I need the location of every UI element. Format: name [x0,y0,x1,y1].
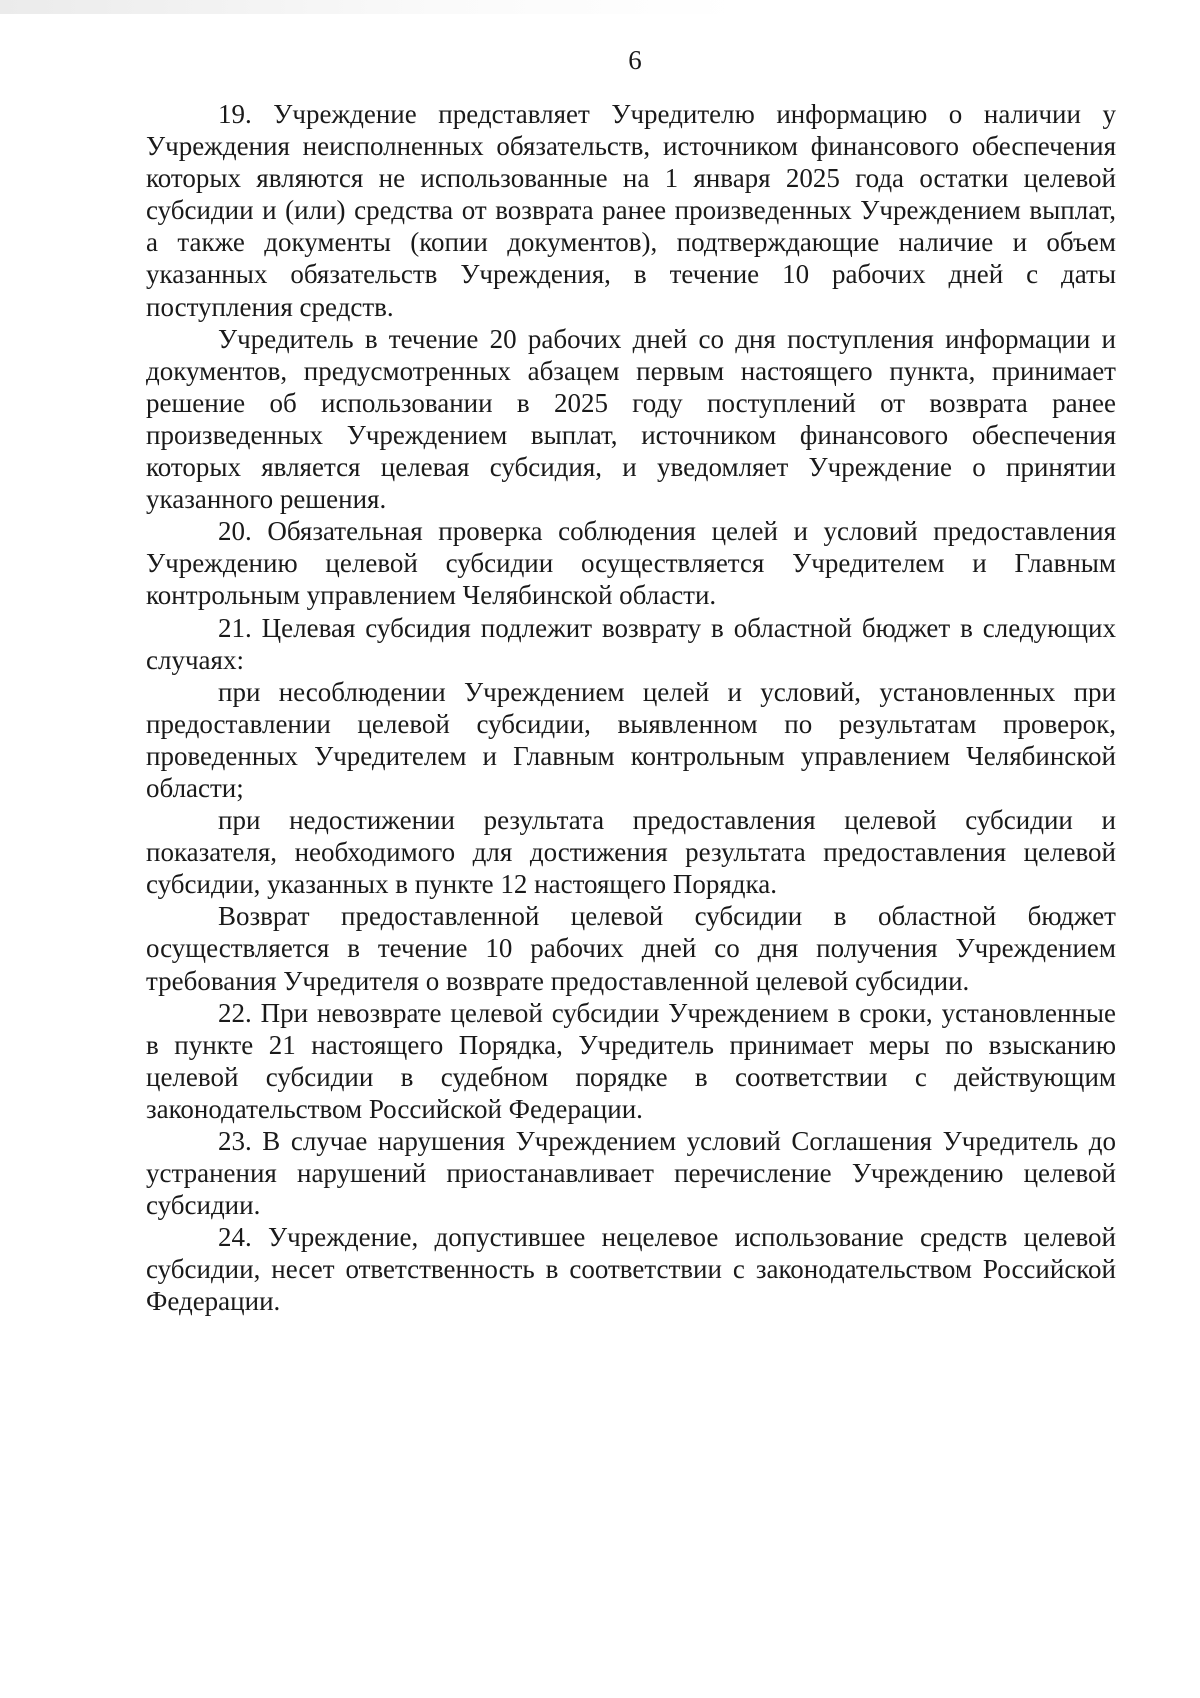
paragraph-22: 22. При невозврате целевой субсидии Учреждением в сроки, установленные в пункте 21 настоящего Порядка, Учредитель принимает меры по взысканию целевой субсидии в судебном порядке в соответствии с действующим законодательством Российской Федерации. [146,997,1116,1124]
paragraph-21: 21. Целевая субсидия подлежит возврату в областной бюджет в следующих случаях: [146,612,1116,675]
paragraph-23: 23. В случае нарушения Учреждением условий Соглашения Учредитель до устранения нарушений приостанавливает перечисление Учреждению целевой субсидии. [146,1126,1116,1221]
paragraph-21-return: Возврат предоставленной целевой субсидии в областной бюджет осуществляется в течение 10 рабочих дней со дня получения Учреждением требования Учредителя о возврате предоставленной целевой субсидии. [146,901,1116,996]
paragraph-19-continuation: Учредитель в течение 20 рабочих дней со дня поступления информации и документов, предусмотренных абзацем первым настоящего пункта, принимает решение об использовании в 2025 году поступлений от возврата ранее произведенных Учреждением выплат, источником финансового обеспечения которых является целевая субсидия, и уведомляет Учреждение о принятии указанного решения. [146,323,1116,515]
paragraph-21-case-2: при недостижении результата предоставления целевой субсидии и показателя, необходимого для достижения результата предоставления целевой субсидии, указанных в пункте 12 настоящего Порядка. [146,805,1116,900]
paragraph-21-case-1: при несоблюдении Учреждением целей и условий, установленных при предоставлении целевой субсидии, выявленном по результатам проверок, проведенных Учредителем и Главным контрольным управлением Челябинской области; [146,676,1116,803]
scan-artifact [0,0,740,14]
paragraph-24: 24. Учреждение, допустившее нецелевое использование средств целевой субсидии, несет ответственность в соответствии с законодательством Российской Федерации. [146,1222,1116,1317]
page-number: 6 [628,45,642,75]
document-body [146,98,1116,1318]
paragraph-20: 20. Обязательная проверка соблюдения целей и условий предоставления Учреждению целевой субсидии осуществляется Учредителем и Главным контрольным управлением Челябинской области. [146,516,1116,611]
paragraph-19: 19. Учреждение представляет Учредителю информацию о наличии у Учреждения неисполненных обязательств, источником финансового обеспечения которых являются не использованные на 1 января 2025 года остатки целевой субсидии и (или) средства от возврата ранее произведенных Учреждением выплат, а также документы (копии документов), подтверждающие наличие и объем указанных обязательств Учреждения, в течение 10 рабочих дней с даты поступления средств. [146,99,1116,322]
